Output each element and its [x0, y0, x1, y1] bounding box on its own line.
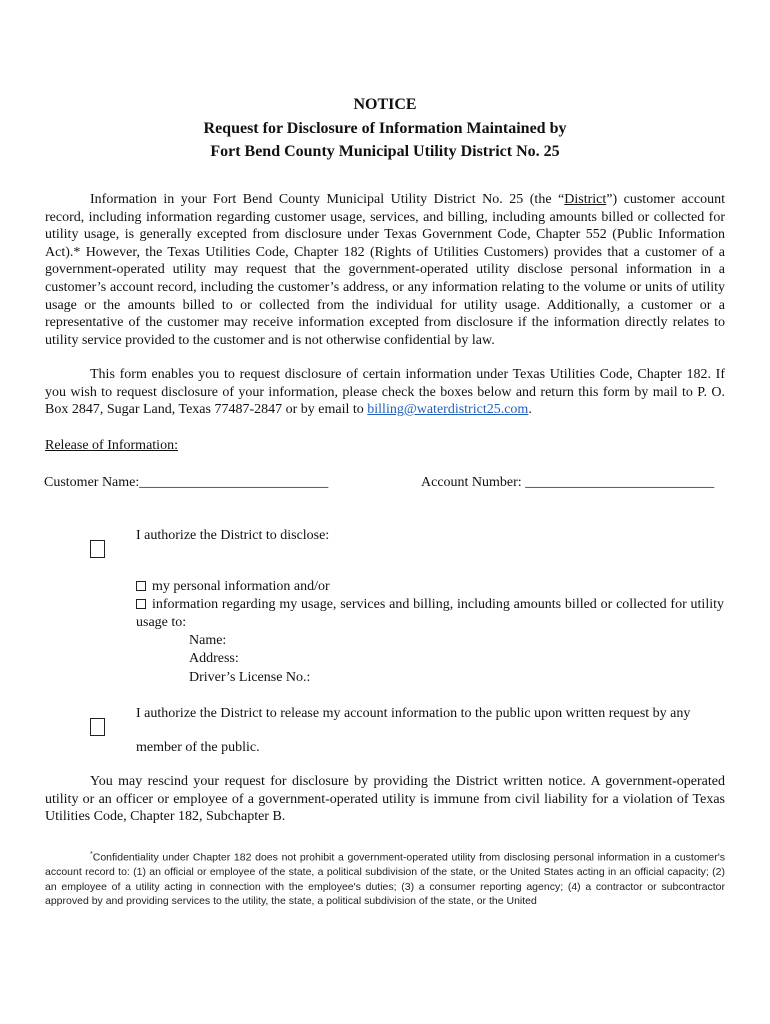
intro-paragraph	[45, 191, 725, 349]
footnote-text: Confidentiality under Chapter 182 does not prohibit a government-operated utility from disclosing personal information in a customer's account record to: (1) an official or employee of the state, a political subdivision of the state, or the United States acting in an official capacity; (2) an employee of a utility acting in connection with the employee's duties; (3) a consumer reporting agency; (4) a contractor or subcontractor approved by and providing services to the utility, the state, a political subdivision of the state, or the United	[45, 851, 725, 908]
recipient-address-field[interactable]: Address:	[189, 651, 239, 666]
footnote-mark: *	[90, 851, 93, 858]
notice-heading: NOTICE	[353, 96, 417, 113]
form-title-line2: Fort Bend County Municipal Utility District No. 25	[210, 143, 560, 160]
request-paragraph	[45, 366, 725, 419]
recipient-name-field[interactable]: Name:	[189, 633, 227, 648]
footnote	[45, 848, 725, 909]
authorize-release-checkbox[interactable]	[90, 718, 105, 736]
authorize-disclose-checkbox[interactable]	[90, 540, 105, 558]
authorize-release-line1: I authorize the District to release my account information to the public upon written request by any	[136, 706, 691, 721]
request-text-end: .	[528, 402, 532, 418]
rescind-text: You may rescind your request for disclosure by providing the District written notice. A government-operated utility or an officer or employee of a government-operated utility is immune from civil liability for a violation of Texas Utilities Code, Chapter 182, Subchapter B.	[45, 774, 725, 825]
release-heading: Release of Information:	[45, 438, 178, 453]
intro-text-start: Information in your Fort Bend County Municipal Utility District No. 25 (the “	[90, 192, 565, 207]
option-usage-info-label: information regarding my usage, services and billing, including amounts billed or collected for utility usage to:	[136, 597, 724, 630]
option-personal-info-label: my personal information and/or	[152, 579, 330, 594]
district-term: District	[564, 192, 607, 207]
usage-info-checkbox[interactable]	[136, 599, 146, 609]
form-title-line1: Request for Disclosure of Information Maintained by	[203, 120, 567, 137]
intro-text-body: ”) customer account record, including information regarding customer usage, services, and billing, including amounts billed or collected for utility usage, is generally excepted from disclosure under Texas Government Code, Chapter 552 (Public Information Act).* However, the Texas Utilities Code, Chapter 182 (Rights of Utilities Customers) provides that a customer of a government-operated utility may request that the government-operated utility disclose personal information in a customer’s account record, including the customer’s address, or any information relating to the volume or units of utility usage or the amounts billed to or collected from the individual for utility usage. Additionally, a customer or a representative of the customer may receive information excepted from disclosure if the information directly relates to utility service provided to the customer and is not otherwise confidential by law.	[45, 192, 725, 348]
authorize-release-line2: member of the public.	[136, 740, 260, 755]
rescind-paragraph	[45, 773, 725, 826]
account-number-field[interactable]: Account Number: ___________________________	[421, 475, 715, 490]
request-text: This form enables you to request disclosure of certain information under Texas Utilities Code, Chapter 182. If you wish to request disclosure of your information, please check the boxes below and return this form by mail to P. O. Box 2847, Sugar Land, Texas 77487-2847 or by email to	[45, 367, 725, 418]
option-usage-info	[136, 596, 724, 631]
authorize-disclose-label: I authorize the District to disclose:	[136, 528, 330, 543]
option-personal-info	[136, 578, 330, 595]
billing-email-link[interactable]: billing@waterdistrict25.com	[367, 402, 529, 418]
recipient-license-field[interactable]: Driver’s License No.:	[189, 670, 311, 685]
personal-info-checkbox[interactable]	[136, 581, 146, 591]
customer-name-field[interactable]: Customer Name:___________________________	[44, 475, 329, 490]
